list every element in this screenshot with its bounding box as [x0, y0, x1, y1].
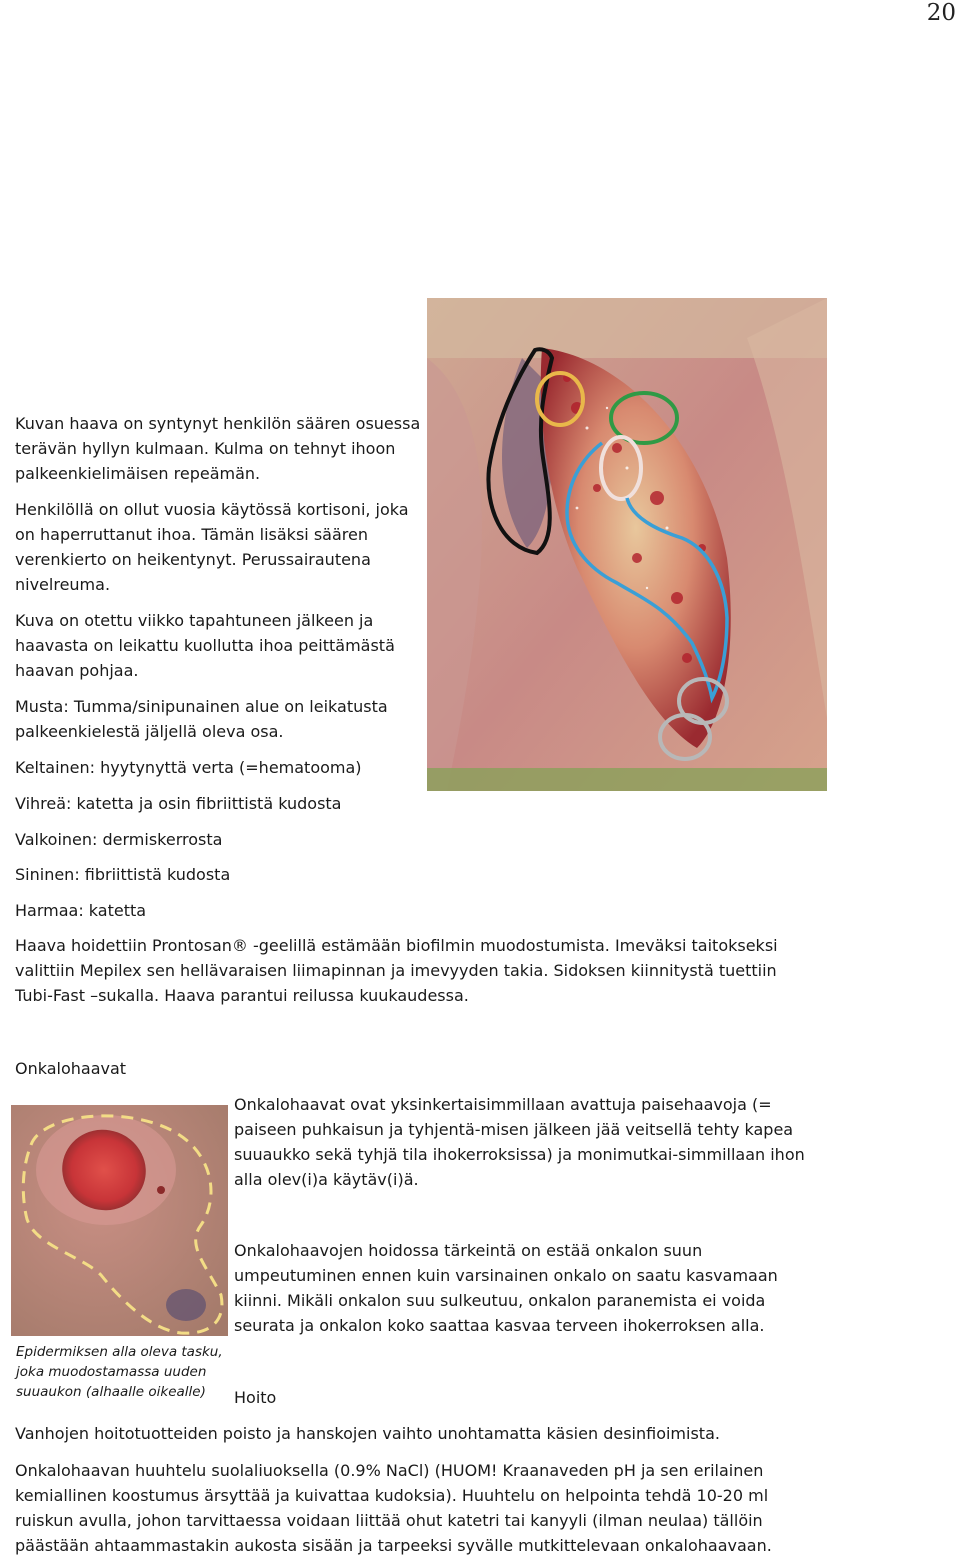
cavity-photo-illustration — [11, 1105, 228, 1336]
cavity-photo-caption: Epidermiksen alla oleva tasku, joka muodostamassa uuden suuaukon (alhaalle oikealle) — [16, 1344, 223, 1400]
cavity-heading: Onkalohaavat — [15, 1059, 127, 1078]
hoito-paragraph-2: Onkalohaavan huuhtelu suolaliuoksella (0.9% NaCl) (HUOM! Kraanaveden pH ja sen erilainen kemiallinen koostumus ärsyttää ja kuivattaa kudoksia). Huuhtelu on helpointa tehdä 10-20 ml ruiskun avulla, johon tarvittaessa voidaan liittää ohut katetri tai kanyyli (ilman neulaa) tällöin päästään ahtaammastakin aukosta sisään ja tarpeeksi syvälle mutkittelevaan onkalohaavaan. — [15, 1461, 772, 1555]
wound-photo — [427, 298, 827, 791]
legend-blue: Sininen: fibriittistä kudosta — [15, 865, 231, 884]
legend-yellow: Keltainen: hyytynyttä verta (=hematooma) — [15, 758, 362, 777]
legend-grey: Harmaa: katetta — [15, 901, 147, 920]
legend-white: Valkoinen: dermiskerrosta — [15, 830, 223, 849]
wound-photo-illustration — [427, 298, 827, 791]
hoito-paragraph-1: Vanhojen hoitotuotteiden poisto ja hanskojen vaihto unohtamatta käsien desinfioimista. — [15, 1424, 720, 1443]
page-number: 20 — [926, 0, 956, 26]
wound-intro-paragraph-1: Kuvan haava on syntynyt henkilön säären osuessa terävän hyllyn kulmaan. Kulma on tehnyt ihoon palkeenkielimäisen repeämän. — [15, 414, 421, 483]
wound-intro-paragraph-2: Henkilöllä on ollut vuosia käytössä kortisoni, joka on haperruttanut ihoa. Tämän lisäksi säären verenkierto on heikentynyt. Perussairautena nivelreuma. — [15, 500, 409, 594]
treatment-paragraph: Haava hoidettiin Prontosan® -geelillä estämään biofilmin muodostumista. Imeväksi taitokseksi valittiin Mepilex sen hellävaraisen liimapinnan ja imevyyden takia. Sidoksen kiinnitystä tuettiin Tubi-Fast –sukalla. Haava parantui reilussa kuukaudessa. — [15, 936, 778, 1005]
cavity-paragraph-1: Onkalohaavat ovat yksinkertaisimmillaan avattuja paisehaavoja (= paiseen puhkaisun ja tyhjentä-misen jälkeen jää veitsellä tehty kapea suuaukko sekä tyhjä tila ihokerroksissa) ja monimutkai-simmillaan ihon alla olev(i)a käytäv(i)ä. — [234, 1095, 805, 1189]
wound-intro-paragraph-3: Kuva on otettu viikko tapahtuneen jälkeen ja haavasta on leikattu kuollutta ihoa peittämästä haavan pohjaa. — [15, 611, 395, 680]
cavity-paragraph-2: Onkalohaavojen hoidossa tärkeintä on estää onkalon suun umpeutuminen ennen kuin varsinainen onkalo on saatu kasvamaan kiinni. Mikäli onkalon suu sulkeutuu, onkalon paranemista ei voida seurata ja onkalon koko saattaa kasvaa terveen ihokerroksen alla. — [234, 1241, 778, 1335]
legend-black: Musta: Tumma/sinipunainen alue on leikatusta palkeenkielestä jäljellä oleva osa. — [15, 697, 388, 741]
legend-green: Vihreä: katetta ja osin fibriittistä kudosta — [15, 794, 342, 813]
cavity-photo — [11, 1105, 228, 1336]
hoito-heading: Hoito — [234, 1388, 277, 1407]
